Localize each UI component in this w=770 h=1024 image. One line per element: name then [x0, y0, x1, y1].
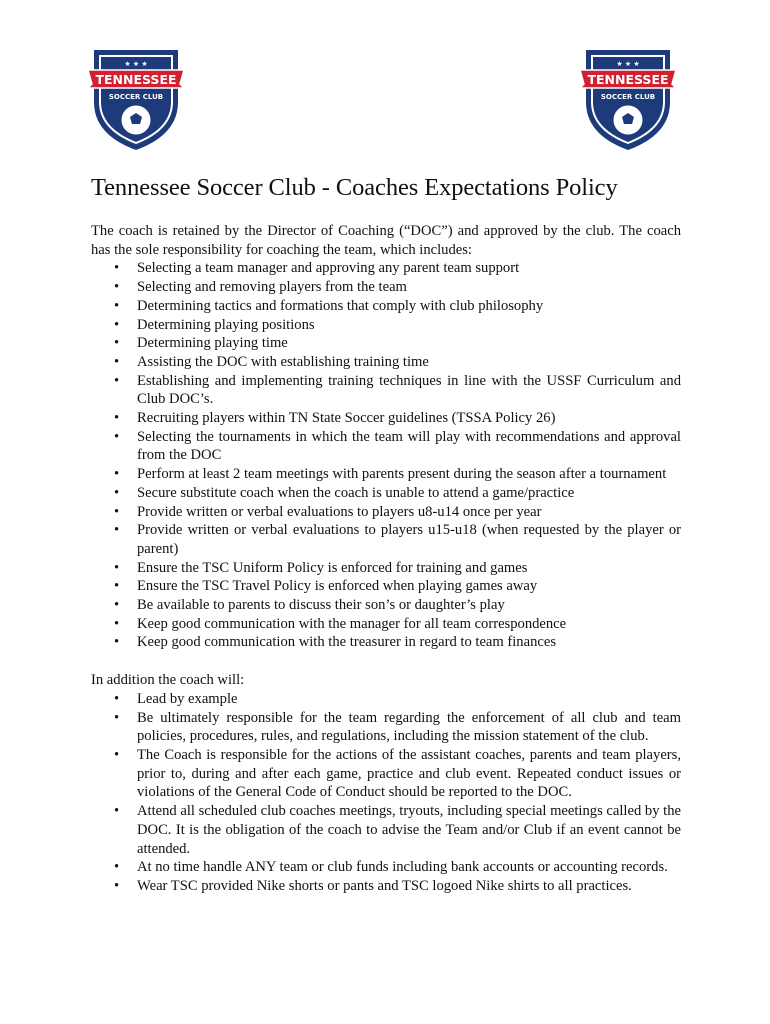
club-logo-right	[576, 44, 680, 152]
club-crest-icon	[84, 44, 188, 152]
page-title: Tennessee Soccer Club - Coaches Expectations Policy	[91, 174, 618, 201]
logo-bottom-text: SOCCER CLUB	[108, 93, 164, 101]
policy-body	[91, 222, 681, 896]
list-item: • At no time handle ANY team or club funds including bank accounts or accounting records.	[91, 858, 681, 877]
club-crest-icon	[576, 44, 680, 152]
list-item: • Determining playing time	[91, 334, 681, 353]
list-item: • Wear TSC provided Nike shorts or pants and TSC logoed Nike shirts to all practices.	[91, 877, 681, 896]
list-item: • Establishing and implementing training techniques in line with the USSF Curriculum and Club DOC’s.	[91, 372, 681, 409]
club-logo-left	[84, 44, 188, 152]
list-item: • Lead by example	[91, 690, 681, 709]
list-item: • Secure substitute coach when the coach is unable to attend a game/practice	[91, 484, 681, 503]
logo-top-text: TENNESSEE	[95, 72, 177, 87]
list-item: • The Coach is responsible for the actions of the assistant coaches, parents and team players, prior to, during and after each game, practice and club event. Repeated conduct issues or violations of the General Code of Conduct should be reported to the DOC.	[91, 746, 681, 802]
list-item: • Selecting the tournaments in which the team will play with recommendations and approval from the DOC	[91, 428, 681, 465]
list-item: • Keep good communication with the manager for all team correspondence	[91, 615, 681, 634]
list-item: • Perform at least 2 team meetings with parents present during the season after a tournament	[91, 465, 681, 484]
list-item: • Keep good communication with the treasurer in regard to team finances	[91, 633, 681, 652]
logo-top-text: TENNESSEE	[587, 72, 669, 87]
additional-list	[91, 690, 681, 896]
svg-text:★ ★ ★: ★ ★ ★	[616, 60, 640, 68]
list-item: • Be available to parents to discuss their son’s or daughter’s play	[91, 596, 681, 615]
list-item: • Provide written or verbal evaluations to players u8-u14 once per year	[91, 503, 681, 522]
list-item: • Attend all scheduled club coaches meetings, tryouts, including special meetings called by the DOC. It is the obligation of the coach to advise the Team and/or Club if an event cannot be attended.	[91, 802, 681, 858]
list-item: • Determining tactics and formations that comply with club philosophy	[91, 297, 681, 316]
list-item: • Be ultimately responsible for the team regarding the enforcement of all club and team policies, procedures, rules, and regulations, including the mission statement of the club.	[91, 709, 681, 746]
list-item: • Selecting and removing players from the team	[91, 278, 681, 297]
intro-paragraph: The coach is retained by the Director of Coaching (“DOC”) and approved by the club. The coach has the sole responsibility for coaching the team, which includes:	[91, 223, 681, 258]
addition-heading: In addition the coach will:	[91, 672, 245, 689]
list-item: • Assisting the DOC with establishing training time	[91, 353, 681, 372]
list-item: • Provide written or verbal evaluations to players u15-u18 (when requested by the player or parent)	[91, 521, 681, 558]
list-item: • Determining playing positions	[91, 316, 681, 335]
list-item: • Ensure the TSC Uniform Policy is enforced for training and games	[91, 559, 681, 578]
list-item: • Selecting a team manager and approving any parent team support	[91, 259, 681, 278]
list-item: • Ensure the TSC Travel Policy is enforced when playing games away	[91, 577, 681, 596]
logo-bottom-text: SOCCER CLUB	[600, 93, 656, 101]
responsibilities-list	[91, 259, 681, 652]
list-item: • Recruiting players within TN State Soccer guidelines (TSSA Policy 26)	[91, 409, 681, 428]
svg-text:★ ★ ★: ★ ★ ★	[124, 60, 148, 68]
